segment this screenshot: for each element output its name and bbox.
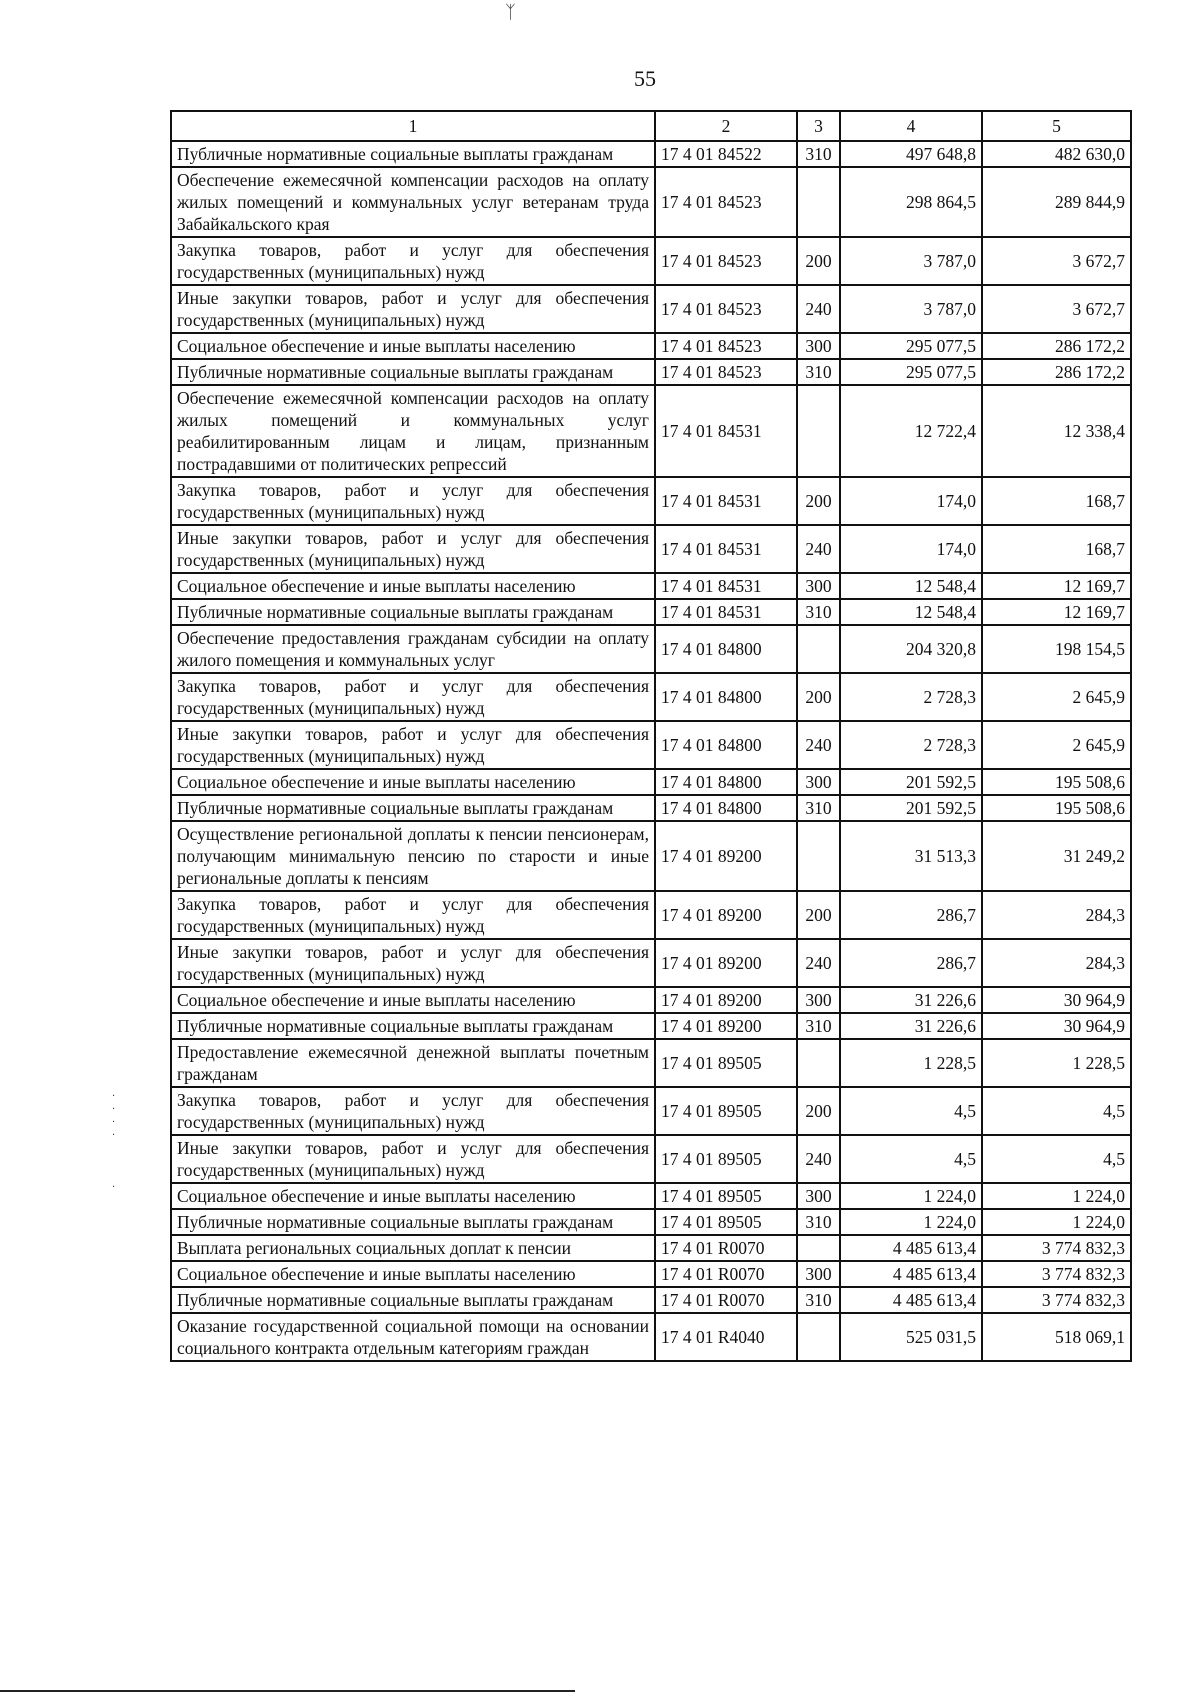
- amount-col-4: 2 728,3: [840, 721, 982, 769]
- amount-col-4: 174,0: [840, 525, 982, 573]
- target-code: 17 4 01 89505: [655, 1087, 797, 1135]
- table-row: [171, 1183, 1131, 1209]
- expense-type: 310: [797, 795, 840, 821]
- table-row: [171, 795, 1131, 821]
- table-row: [171, 769, 1131, 795]
- amount-col-5: 168,7: [982, 525, 1131, 573]
- table-row: [171, 1087, 1131, 1135]
- amount-col-5: 195 508,6: [982, 769, 1131, 795]
- item-name: Публичные нормативные социальные выплаты гражданам: [171, 141, 655, 167]
- expense-type: 300: [797, 987, 840, 1013]
- table-row: [171, 987, 1131, 1013]
- amount-col-4: 204 320,8: [840, 625, 982, 673]
- amount-col-4: 4 485 613,4: [840, 1287, 982, 1313]
- header-row: [171, 111, 1131, 141]
- amount-col-4: 12 722,4: [840, 385, 982, 477]
- header-col-3: 3: [797, 111, 840, 141]
- target-code: 17 4 01 R0070: [655, 1235, 797, 1261]
- expense-type: 310: [797, 1287, 840, 1313]
- item-name: Закупка товаров, работ и услуг для обеспечения государственных (муниципальных) нужд: [171, 673, 655, 721]
- expense-type: 310: [797, 599, 840, 625]
- item-name: Публичные нормативные социальные выплаты гражданам: [171, 795, 655, 821]
- amount-col-4: 31 226,6: [840, 1013, 982, 1039]
- amount-col-5: 3 672,7: [982, 285, 1131, 333]
- table-row: [171, 1039, 1131, 1087]
- target-code: 17 4 01 84531: [655, 385, 797, 477]
- table-row: [171, 1209, 1131, 1235]
- amount-col-5: 3 774 832,3: [982, 1235, 1131, 1261]
- table-row: [171, 1235, 1131, 1261]
- target-code: 17 4 01 89505: [655, 1209, 797, 1235]
- amount-col-4: 4,5: [840, 1087, 982, 1135]
- amount-col-4: 31 513,3: [840, 821, 982, 891]
- amount-col-4: 1 224,0: [840, 1183, 982, 1209]
- item-name: Публичные нормативные социальные выплаты гражданам: [171, 599, 655, 625]
- amount-col-5: 2 645,9: [982, 721, 1131, 769]
- amount-col-5: 286 172,2: [982, 333, 1131, 359]
- target-code: 17 4 01 89200: [655, 1013, 797, 1039]
- table-row: [171, 237, 1131, 285]
- expense-type: 240: [797, 939, 840, 987]
- target-code: 17 4 01 84531: [655, 599, 797, 625]
- item-name: Закупка товаров, работ и услуг для обеспечения государственных (муниципальных) нужд: [171, 891, 655, 939]
- amount-col-5: 198 154,5: [982, 625, 1131, 673]
- target-code: 17 4 01 84531: [655, 477, 797, 525]
- target-code: 17 4 01 84800: [655, 673, 797, 721]
- expense-type: 240: [797, 525, 840, 573]
- amount-col-5: 1 224,0: [982, 1183, 1131, 1209]
- scan-mark: ᛉ: [505, 2, 516, 23]
- item-name: Иные закупки товаров, работ и услуг для обеспечения государственных (муниципальных) нужд: [171, 525, 655, 573]
- expense-type: 310: [797, 1209, 840, 1235]
- amount-col-4: 1 224,0: [840, 1209, 982, 1235]
- amount-col-5: 289 844,9: [982, 167, 1131, 237]
- amount-col-5: 168,7: [982, 477, 1131, 525]
- expense-type: [797, 167, 840, 237]
- target-code: 17 4 01 84800: [655, 721, 797, 769]
- amount-col-5: 30 964,9: [982, 987, 1131, 1013]
- amount-col-5: 12 169,7: [982, 573, 1131, 599]
- item-name: Иные закупки товаров, работ и услуг для обеспечения государственных (муниципальных) нужд: [171, 721, 655, 769]
- table-row: [171, 285, 1131, 333]
- amount-col-5: 286 172,2: [982, 359, 1131, 385]
- expense-type: [797, 1039, 840, 1087]
- expense-type: [797, 385, 840, 477]
- target-code: 17 4 01 84800: [655, 795, 797, 821]
- table-row: [171, 599, 1131, 625]
- table-row: [171, 821, 1131, 891]
- amount-col-4: 1 228,5: [840, 1039, 982, 1087]
- amount-col-5: 3 672,7: [982, 237, 1131, 285]
- amount-col-5: 1 224,0: [982, 1209, 1131, 1235]
- amount-col-4: 4 485 613,4: [840, 1235, 982, 1261]
- table-row: [171, 673, 1131, 721]
- amount-col-5: 284,3: [982, 939, 1131, 987]
- amount-col-4: 295 077,5: [840, 359, 982, 385]
- table-row: [171, 573, 1131, 599]
- amount-col-5: 12 169,7: [982, 599, 1131, 625]
- amount-col-5: 3 774 832,3: [982, 1261, 1131, 1287]
- item-name: Выплата региональных социальных доплат к пенсии: [171, 1235, 655, 1261]
- table-row: [171, 141, 1131, 167]
- expense-type: [797, 1313, 840, 1361]
- expense-type: 310: [797, 1013, 840, 1039]
- amount-col-4: 4,5: [840, 1135, 982, 1183]
- amount-col-5: 195 508,6: [982, 795, 1131, 821]
- table-row: [171, 359, 1131, 385]
- amount-col-5: 1 228,5: [982, 1039, 1131, 1087]
- target-code: 17 4 01 84523: [655, 359, 797, 385]
- amount-col-4: 525 031,5: [840, 1313, 982, 1361]
- amount-col-5: 482 630,0: [982, 141, 1131, 167]
- expense-type: 310: [797, 141, 840, 167]
- amount-col-4: 295 077,5: [840, 333, 982, 359]
- item-name: Социальное обеспечение и иные выплаты населению: [171, 769, 655, 795]
- amount-col-5: 4,5: [982, 1135, 1131, 1183]
- amount-col-4: 286,7: [840, 939, 982, 987]
- expense-type: 240: [797, 721, 840, 769]
- item-name: Оказание государственной социальной помощи на основании социального контракта отдельным категориям граждан: [171, 1313, 655, 1361]
- target-code: 17 4 01 84523: [655, 237, 797, 285]
- target-code: 17 4 01 R0070: [655, 1261, 797, 1287]
- item-name: Публичные нормативные социальные выплаты гражданам: [171, 1287, 655, 1313]
- item-name: Осуществление региональной доплаты к пенсии пенсионерам, получающим минимальную пенсию по старости и иные региональные доплаты к пенсиям: [171, 821, 655, 891]
- amount-col-4: 174,0: [840, 477, 982, 525]
- target-code: 17 4 01 84522: [655, 141, 797, 167]
- amount-col-4: 201 592,5: [840, 769, 982, 795]
- target-code: 17 4 01 84523: [655, 285, 797, 333]
- page-number: 55: [634, 66, 656, 91]
- amount-col-4: 201 592,5: [840, 795, 982, 821]
- target-code: 17 4 01 89505: [655, 1039, 797, 1087]
- target-code: 17 4 01 84523: [655, 167, 797, 237]
- amount-col-4: 12 548,4: [840, 573, 982, 599]
- amount-col-5: 4,5: [982, 1087, 1131, 1135]
- table-row: [171, 1313, 1131, 1361]
- amount-col-5: 30 964,9: [982, 1013, 1131, 1039]
- amount-col-5: 31 249,2: [982, 821, 1131, 891]
- expense-type: [797, 1235, 840, 1261]
- target-code: 17 4 01 84531: [655, 573, 797, 599]
- table-row: [171, 721, 1131, 769]
- header-col-5: 5: [982, 111, 1131, 141]
- expense-type: 300: [797, 769, 840, 795]
- expense-type: 300: [797, 1183, 840, 1209]
- target-code: 17 4 01 84800: [655, 769, 797, 795]
- table-row: [171, 1287, 1131, 1313]
- budget-table: [170, 110, 1132, 1362]
- amount-col-5: 2 645,9: [982, 673, 1131, 721]
- table-row: [171, 1013, 1131, 1039]
- item-name: Закупка товаров, работ и услуг для обеспечения государственных (муниципальных) нужд: [171, 1087, 655, 1135]
- item-name: Предоставление ежемесячной денежной выплаты почетным гражданам: [171, 1039, 655, 1087]
- target-code: 17 4 01 84800: [655, 625, 797, 673]
- target-code: 17 4 01 84523: [655, 333, 797, 359]
- table-header: [171, 111, 1131, 141]
- amount-col-4: 3 787,0: [840, 285, 982, 333]
- table-row: [171, 891, 1131, 939]
- table-row: [171, 525, 1131, 573]
- expense-type: 200: [797, 477, 840, 525]
- item-name: Обеспечение предоставления гражданам субсидии на оплату жилого помещения и коммунальных услуг: [171, 625, 655, 673]
- item-name: Публичные нормативные социальные выплаты гражданам: [171, 1013, 655, 1039]
- expense-type: 240: [797, 1135, 840, 1183]
- table-row: [171, 625, 1131, 673]
- target-code: 17 4 01 89505: [655, 1183, 797, 1209]
- item-name: Иные закупки товаров, работ и услуг для обеспечения государственных (муниципальных) нужд: [171, 939, 655, 987]
- amount-col-4: 2 728,3: [840, 673, 982, 721]
- item-name: Публичные нормативные социальные выплаты гражданам: [171, 1209, 655, 1235]
- table-row: [171, 477, 1131, 525]
- item-name: Обеспечение ежемесячной компенсации расходов на оплату жилых помещений и коммунальных услуг реабилитированным лицам и лицам, признанным пострадавшими от политических репрессий: [171, 385, 655, 477]
- header-col-1: 1: [171, 111, 655, 141]
- amount-col-5: 518 069,1: [982, 1313, 1131, 1361]
- target-code: 17 4 01 89200: [655, 821, 797, 891]
- header-col-4: 4: [840, 111, 982, 141]
- target-code: 17 4 01 R0070: [655, 1287, 797, 1313]
- amount-col-4: 286,7: [840, 891, 982, 939]
- expense-type: 300: [797, 333, 840, 359]
- item-name: Социальное обеспечение и иные выплаты населению: [171, 573, 655, 599]
- table-row: [171, 1135, 1131, 1183]
- item-name: Обеспечение ежемесячной компенсации расходов на оплату жилых помещений и коммунальных услуг ветеранам труда Забайкальского края: [171, 167, 655, 237]
- amount-col-4: 298 864,5: [840, 167, 982, 237]
- target-code: 17 4 01 89505: [655, 1135, 797, 1183]
- table-row: [171, 333, 1131, 359]
- table-row: [171, 385, 1131, 477]
- item-name: Социальное обеспечение и иные выплаты населению: [171, 1183, 655, 1209]
- amount-col-5: 12 338,4: [982, 385, 1131, 477]
- table-row: [171, 167, 1131, 237]
- table-row: [171, 939, 1131, 987]
- item-name: Иные закупки товаров, работ и услуг для обеспечения государственных (муниципальных) нужд: [171, 285, 655, 333]
- expense-type: 200: [797, 673, 840, 721]
- expense-type: [797, 821, 840, 891]
- expense-type: 240: [797, 285, 840, 333]
- expense-type: 300: [797, 1261, 840, 1287]
- table-row: [171, 1261, 1131, 1287]
- expense-type: 200: [797, 1087, 840, 1135]
- amount-col-4: 31 226,6: [840, 987, 982, 1013]
- expense-type: 300: [797, 573, 840, 599]
- item-name: Публичные нормативные социальные выплаты гражданам: [171, 359, 655, 385]
- bottom-rule: [0, 1690, 575, 1692]
- item-name: Иные закупки товаров, работ и услуг для обеспечения государственных (муниципальных) нужд: [171, 1135, 655, 1183]
- target-code: 17 4 01 89200: [655, 987, 797, 1013]
- item-name: Социальное обеспечение и иные выплаты населению: [171, 333, 655, 359]
- expense-type: 310: [797, 359, 840, 385]
- target-code: 17 4 01 89200: [655, 891, 797, 939]
- expense-type: 200: [797, 891, 840, 939]
- margin-marks: · · · · ·: [112, 1091, 116, 1193]
- header-col-2: 2: [655, 111, 797, 141]
- amount-col-4: 497 648,8: [840, 141, 982, 167]
- item-name: Закупка товаров, работ и услуг для обеспечения государственных (муниципальных) нужд: [171, 237, 655, 285]
- target-code: 17 4 01 R4040: [655, 1313, 797, 1361]
- item-name: Закупка товаров, работ и услуг для обеспечения государственных (муниципальных) нужд: [171, 477, 655, 525]
- expense-type: [797, 625, 840, 673]
- item-name: Социальное обеспечение и иные выплаты населению: [171, 1261, 655, 1287]
- target-code: 17 4 01 89200: [655, 939, 797, 987]
- amount-col-4: 12 548,4: [840, 599, 982, 625]
- amount-col-5: 3 774 832,3: [982, 1287, 1131, 1313]
- target-code: 17 4 01 84531: [655, 525, 797, 573]
- item-name: Социальное обеспечение и иные выплаты населению: [171, 987, 655, 1013]
- table-body: [171, 141, 1131, 1361]
- amount-col-5: 284,3: [982, 891, 1131, 939]
- amount-col-4: 4 485 613,4: [840, 1261, 982, 1287]
- expense-type: 200: [797, 237, 840, 285]
- amount-col-4: 3 787,0: [840, 237, 982, 285]
